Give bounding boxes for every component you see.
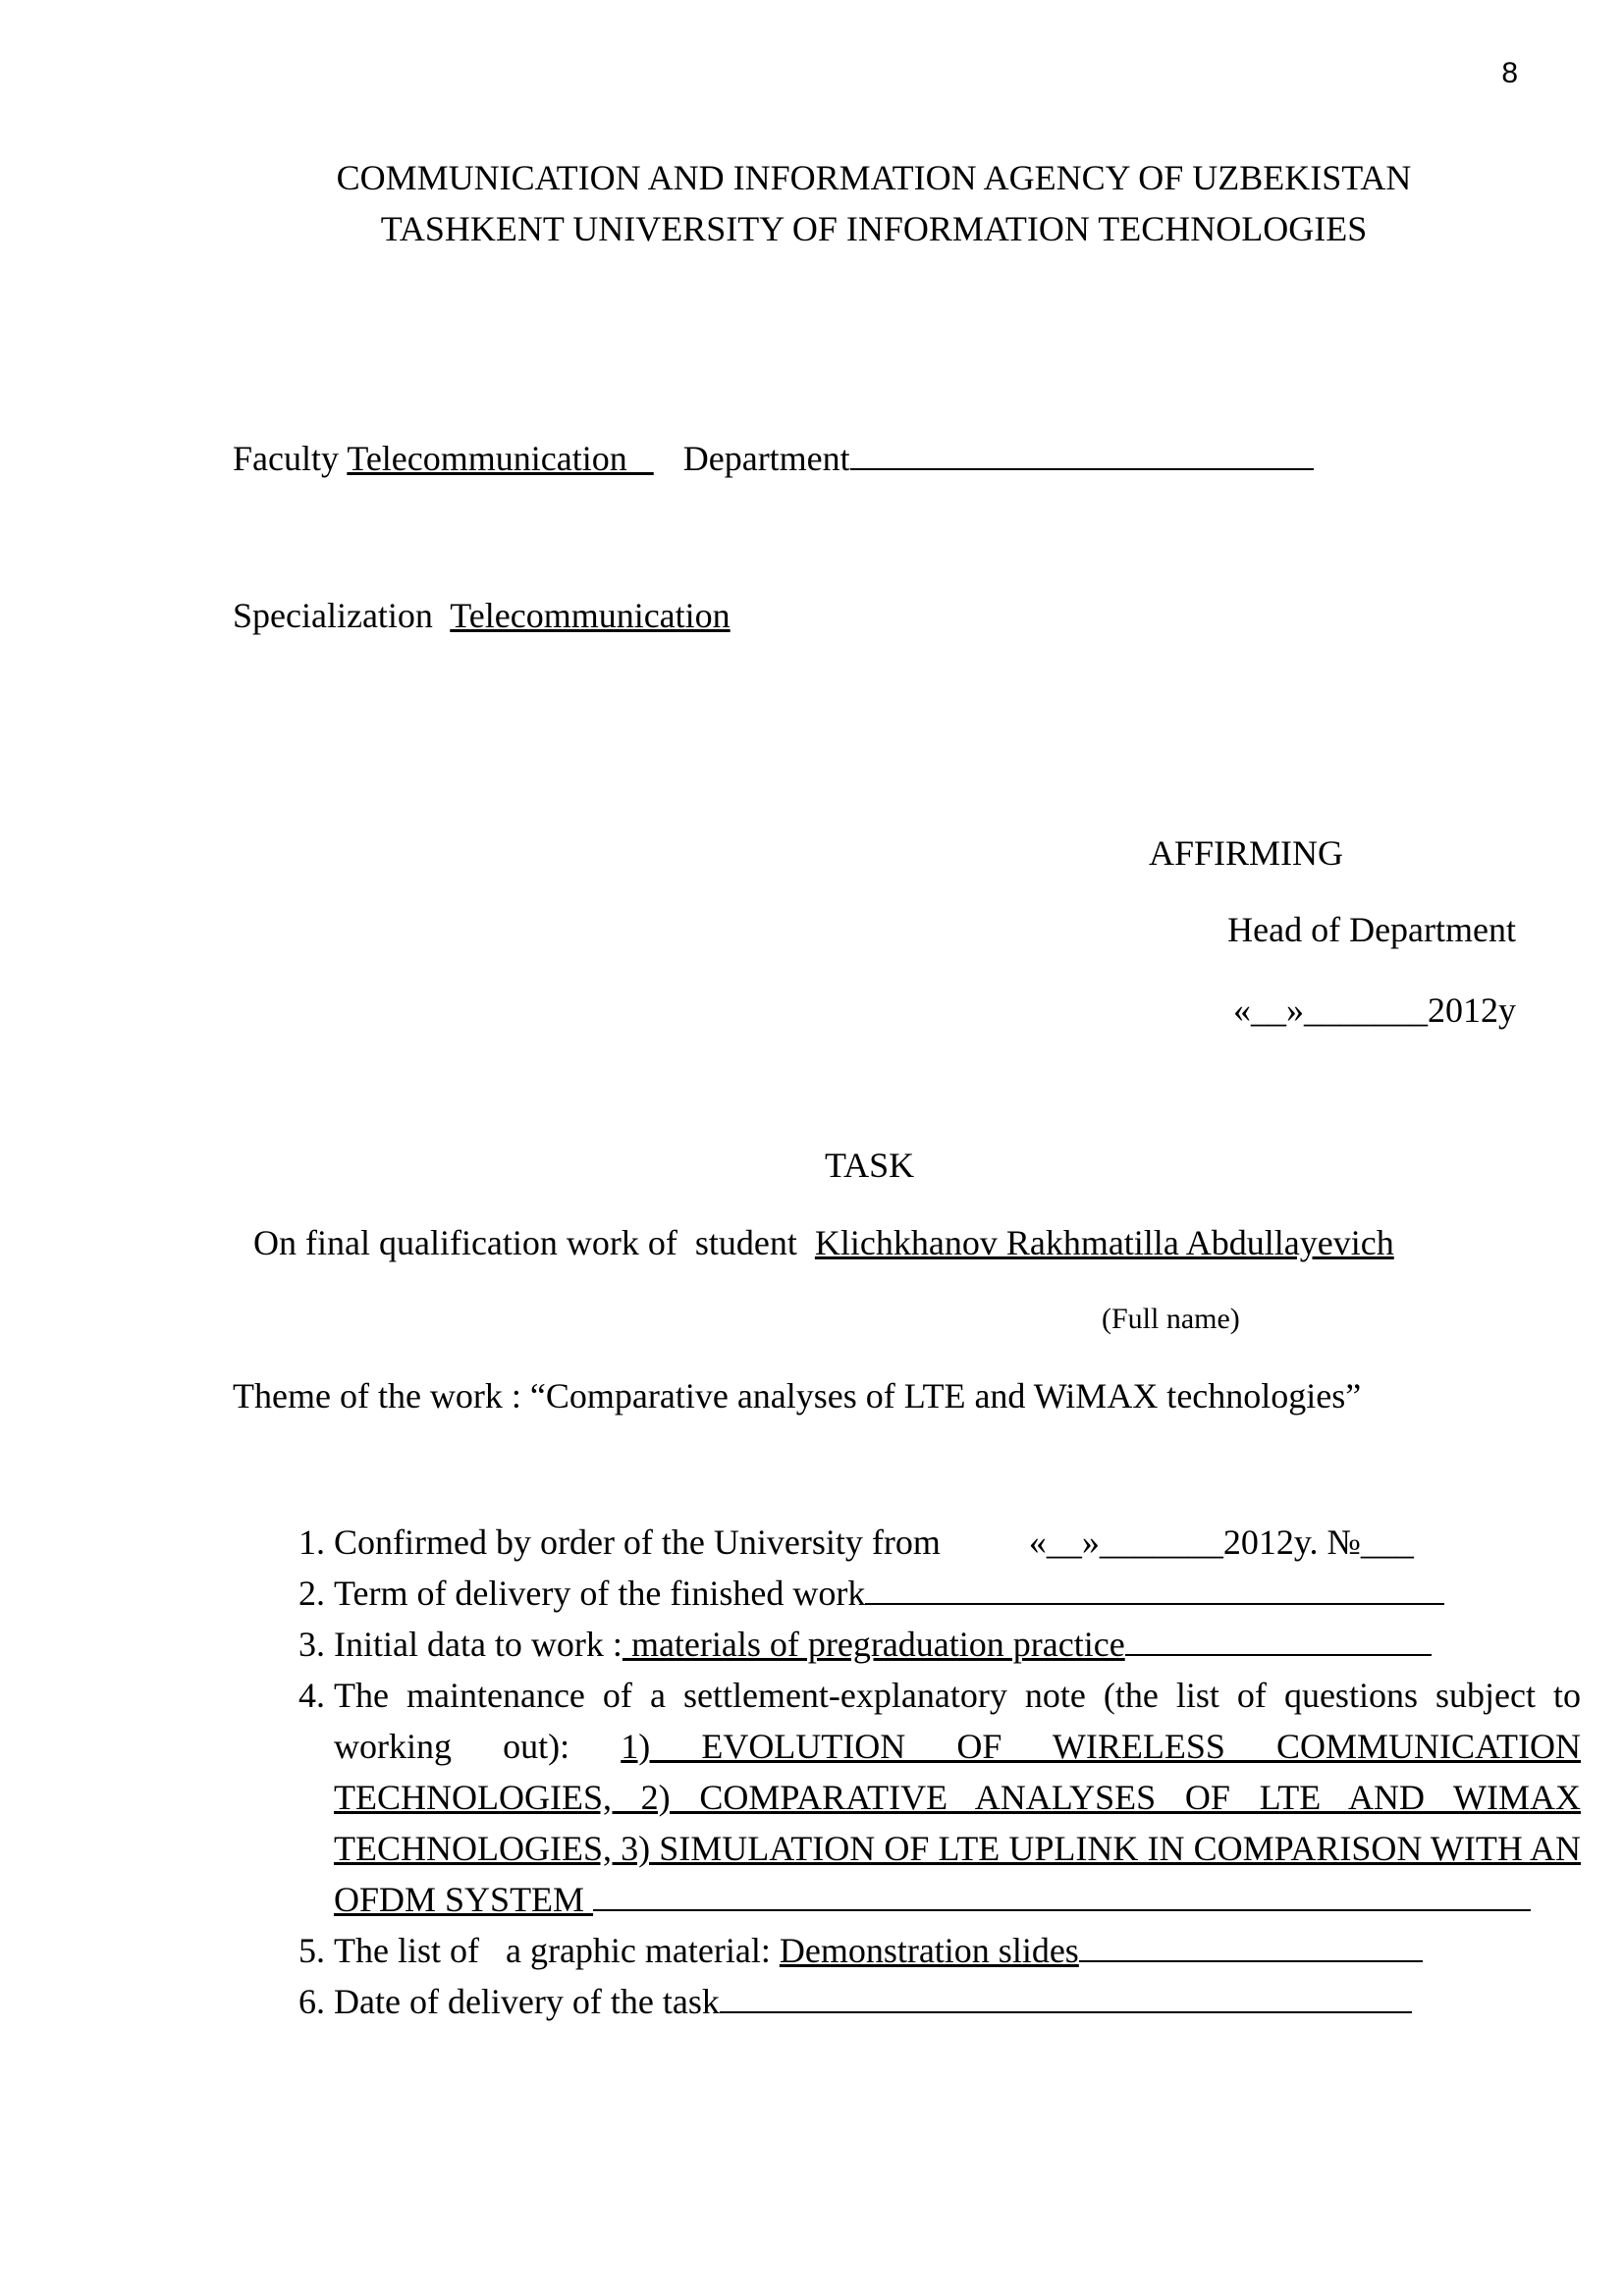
agency-name: COMMUNICATION AND INFORMATION AGENCY OF UZBEKISTAN — [336, 158, 1412, 197]
list-item — [334, 1619, 1581, 1670]
list-item — [334, 1976, 1581, 2027]
approval-date-day: «__» — [1233, 990, 1304, 1030]
item-6-blank — [720, 1982, 1412, 2013]
student-name: Klichkhanov Rakhmatilla Abdullayevich — [814, 1223, 1394, 1262]
specialization-line — [233, 595, 731, 636]
student-line — [253, 1222, 1394, 1263]
specialization-label: Specialization — [233, 596, 451, 635]
item-2-text: Term of delivery of the finished work — [334, 1574, 866, 1613]
student-prefix: On final qualification work of student — [253, 1223, 815, 1262]
page-number: 8 — [1501, 57, 1518, 89]
item-3-value: materials of pregraduation practice — [622, 1625, 1125, 1664]
task-title: TASK — [825, 1146, 915, 1185]
university-name: TASHKENT UNIVERSITY OF INFORMATION TECHNOLOGIES — [380, 209, 1368, 248]
item-4-blank — [593, 1880, 1531, 1911]
list-item — [334, 1670, 1581, 1925]
item-4-value: 1) EVOLUTION OF WIRELESS COMMUNICATION TECHNOLOGIES, 2) COMPARATIVE ANALYSES OF LTE AND WIMAX TECHNOLOGIES, 3) SIMULATION OF LTE UPLINK IN COMPARISON WITH AN OFDM SYSTEM — [334, 1727, 1581, 1919]
item-1-text: Confirmed by order of the University from — [334, 1522, 941, 1562]
specialization-value: Telecommunication — [450, 596, 731, 635]
list-item — [334, 1925, 1581, 1976]
list-item — [334, 1517, 1581, 1568]
item-4-text: The maintenance of a settlement-explanatory note (the list of questions subject to working out): — [334, 1676, 1581, 1766]
item-2-blank — [865, 1574, 1444, 1605]
theme-line: Theme of the work : “Comparative analyses of LTE and WiMAX technologies” — [233, 1376, 1362, 1415]
task-list — [280, 1517, 1581, 2027]
department-blank — [850, 439, 1314, 470]
faculty-value: Telecommunication — [347, 439, 654, 478]
item-1-date: «__»_______2012y. №___ — [1028, 1522, 1414, 1562]
item-3-blank — [1125, 1625, 1432, 1656]
item-6-text: Date of delivery of the task — [334, 1982, 720, 2021]
item-5-text: The list of a graphic material: — [334, 1931, 780, 1970]
item-5-value: Demonstration slides — [779, 1931, 1079, 1970]
approval-date — [1233, 989, 1516, 1031]
item-3-text: Initial data to work : — [334, 1625, 623, 1664]
list-item — [334, 1568, 1581, 1619]
head-of-department: Head of Department — [1227, 910, 1516, 949]
full-name-hint: (Full name) — [1102, 1303, 1240, 1335]
faculty-line — [233, 438, 1314, 479]
document-header — [177, 152, 1571, 254]
faculty-label: Faculty — [233, 439, 348, 478]
approval-date-blank: _______ — [1304, 990, 1428, 1030]
affirming-title: AFFIRMING — [1149, 833, 1344, 873]
item-5-blank — [1079, 1931, 1423, 1962]
approval-date-year: 2012y — [1428, 990, 1516, 1030]
department-label: Department — [682, 439, 850, 478]
